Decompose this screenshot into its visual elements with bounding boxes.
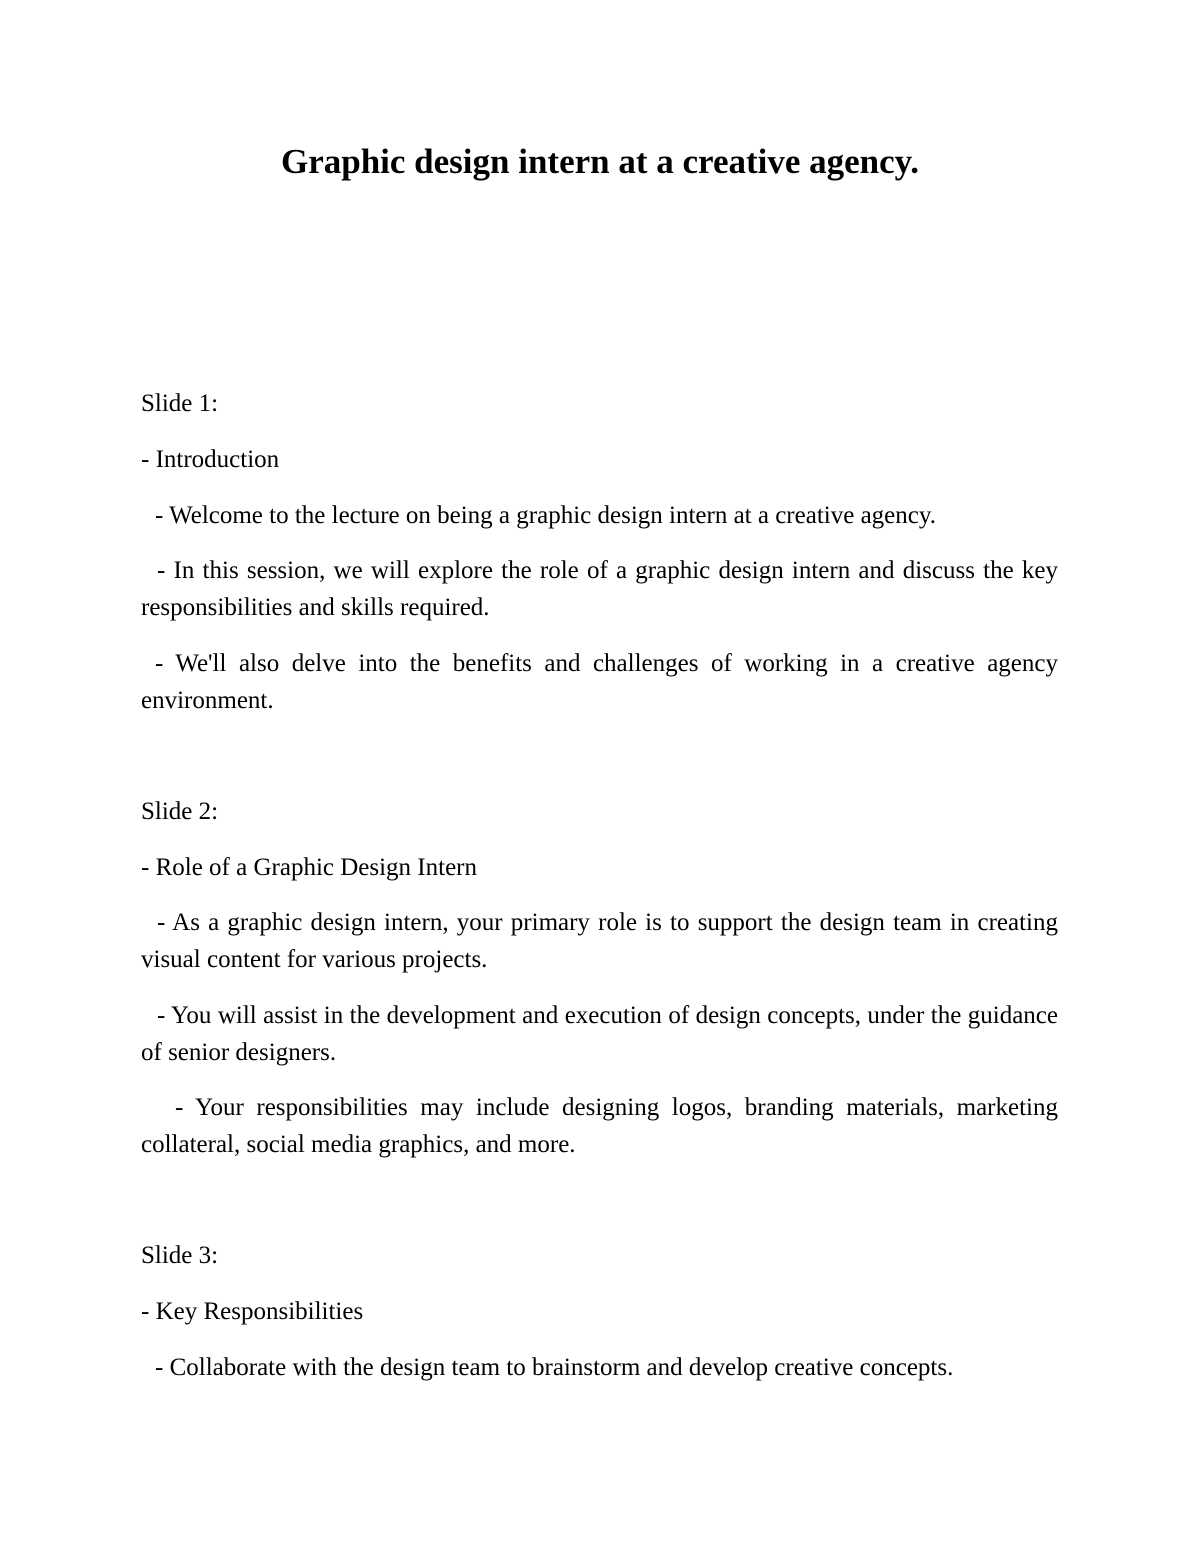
slide-1-paragraph-1: - Welcome to the lecture on being a graphic design intern at a creative agency. <box>155 502 936 529</box>
slide-3-paragraph-1: - Collaborate with the design team to brainstorm and develop creative concepts. <box>155 1354 954 1381</box>
slide-2-paragraph-3: - Your responsibilities may include designing logos, branding materials, marketing collateral, social media graphics, and more. <box>141 1094 1058 1158</box>
slide-1-topic: - Introduction <box>141 446 280 473</box>
slide-3-heading: Slide 3: <box>141 1242 219 1269</box>
slide-2-paragraph-1: - As a graphic design intern, your primary role is to support the design team in creating visual content for various projects. <box>141 909 1058 973</box>
document-title: Graphic design intern at a creative agency. <box>280 142 920 181</box>
slide-2-paragraph-2: - You will assist in the development and execution of design concepts, under the guidance of senior designers. <box>141 1002 1058 1066</box>
slide-1-paragraph-3: - We'll also delve into the benefits and challenges of working in a creative agency environment. <box>141 650 1058 714</box>
slide-1-paragraph-2: - In this session, we will explore the role of a graphic design intern and discuss the key responsibilities and skills required. <box>141 557 1058 621</box>
slide-2-topic: - Role of a Graphic Design Intern <box>141 854 477 881</box>
slide-1-heading: Slide 1: <box>141 390 219 417</box>
slide-2-heading: Slide 2: <box>141 798 219 825</box>
slide-3-topic: - Key Responsibilities <box>141 1298 364 1325</box>
